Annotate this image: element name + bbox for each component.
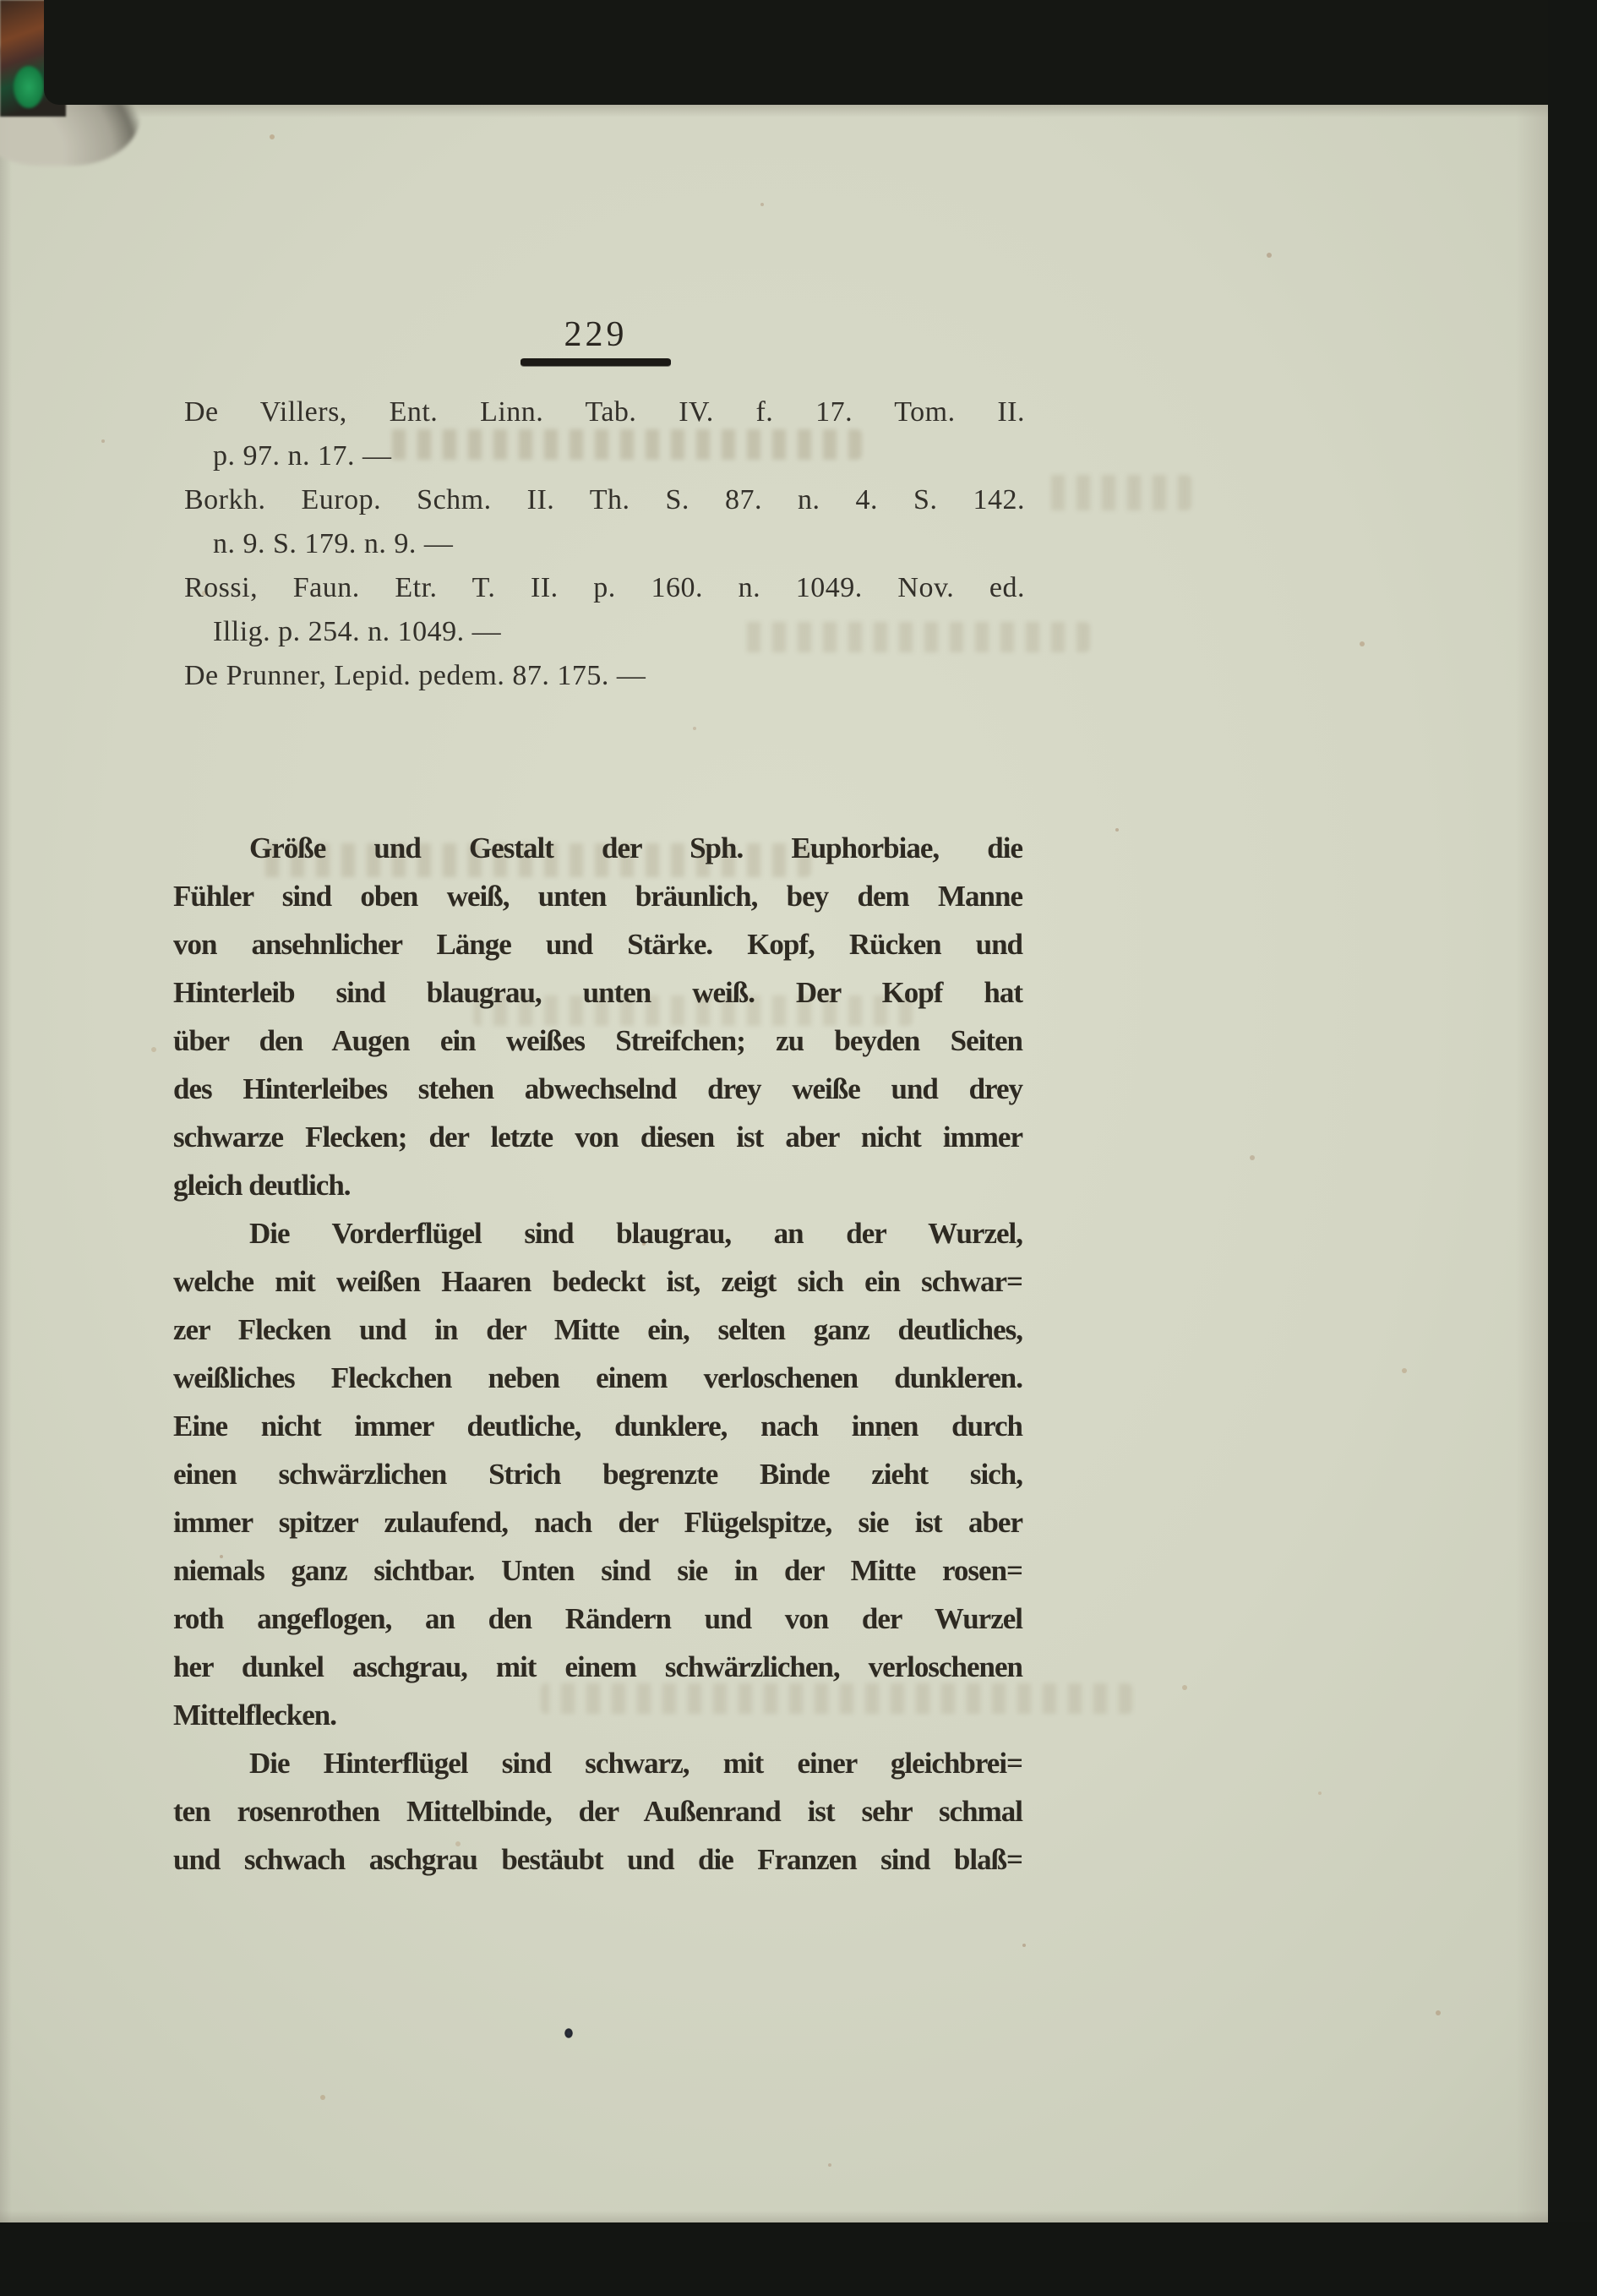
reference-line: Rossi, Faun. Etr. T. II. p. 160. n. 1049. Nov. ed.: [184, 572, 1025, 603]
ink-blot: [564, 2028, 573, 2038]
text-line: ten rosenrothen Mittelbinde, der Außenrand ist sehr schmal: [173, 1795, 1022, 1828]
text-line: von ansehnlicher Länge und Stärke. Kopf, Rücken und: [173, 928, 1022, 961]
text-line: und schwach aschgrau bestäubt und die Franzen sind blaß=: [173, 1843, 1022, 1876]
page-edge-shadow-top: [0, 104, 1597, 117]
scan-border-right: [1548, 0, 1597, 2296]
folio-block: [173, 314, 1018, 366]
text-line: roth angeflogen, an den Rändern und von der Wurzel: [173, 1602, 1022, 1635]
text-line: einen schwärzlichen Strich begrenzte Binde zieht sich,: [173, 1458, 1022, 1491]
text-line: Größe und Gestalt der Sph. Euphorbiae, die: [249, 832, 1022, 864]
reference-line: p. 97. n. 17. —: [213, 440, 392, 472]
reference-line: De Prunner, Lepid. pedem. 87. 175. —: [184, 660, 646, 691]
text-line: zer Flecken und in der Mitte ein, selten ganz deutliches,: [173, 1313, 1022, 1346]
text-line: Fühler sind oben weiß, unten bräunlich, bey dem Manne: [173, 880, 1022, 913]
reference-line: De Villers, Ent. Linn. Tab. IV. f. 17. Tom. II.: [184, 396, 1025, 428]
body-text: [173, 824, 1022, 1884]
show-through-ghost: [1039, 475, 1191, 510]
page-edge-shadow-right: [1516, 0, 1548, 2296]
text-line: Die Hinterflügel sind schwarz, mit einer gleichbrei=: [249, 1747, 1022, 1780]
page-edge-shadow-left: [0, 0, 12, 2296]
text-line: Hinterleib sind blaugrau, unten weiß. Der Kopf hat: [173, 976, 1022, 1009]
text-line: über den Augen ein weißes Streifchen; zu beyden Seiten: [173, 1024, 1022, 1057]
scan-border-bottom: [0, 2222, 1597, 2296]
text-line: Eine nicht immer deutliche, dunklere, nach innen durch: [173, 1410, 1022, 1442]
scan-corner-artifact-green: [14, 66, 44, 108]
text-line: schwarze Flecken; der letzte von diesen ist aber nicht immer: [173, 1121, 1022, 1153]
text-line: Die Vorderflügel sind blaugrau, an der Wurzel,: [249, 1217, 1022, 1250]
text-line: welche mit weißen Haaren bedeckt ist, zeigt sich ein schwar=: [173, 1265, 1022, 1298]
folio-rule: [521, 358, 671, 366]
scan-border-top: [44, 0, 1597, 105]
page-number: 229: [564, 315, 628, 354]
text-line: her dunkel aschgrau, mit einem schwärzlichen, verloschenen: [173, 1650, 1022, 1683]
reference-line: Illig. p. 254. n. 1049. —: [213, 616, 502, 647]
text-line: weißliches Fleckchen neben einem verloschenen dunkleren.: [173, 1361, 1022, 1394]
text-line: gleich deutlich.: [173, 1169, 351, 1202]
page-edge-shadow-bottom: [0, 2211, 1597, 2222]
reference-list: [184, 390, 1025, 698]
text-line: immer spitzer zulaufend, nach der Flügelspitze, sie ist aber: [173, 1506, 1022, 1539]
text-line: niemals ganz sichtbar. Unten sind sie in der Mitte rosen=: [173, 1554, 1022, 1587]
text-line: Mittelflecken.: [173, 1699, 336, 1732]
text-line: des Hinterleibes stehen abwechselnd drey weiße und drey: [173, 1072, 1022, 1105]
reference-line: n. 9. S. 179. n. 9. —: [213, 528, 454, 559]
reference-line: Borkh. Europ. Schm. II. Th. S. 87. n. 4. S. 142.: [184, 484, 1025, 515]
